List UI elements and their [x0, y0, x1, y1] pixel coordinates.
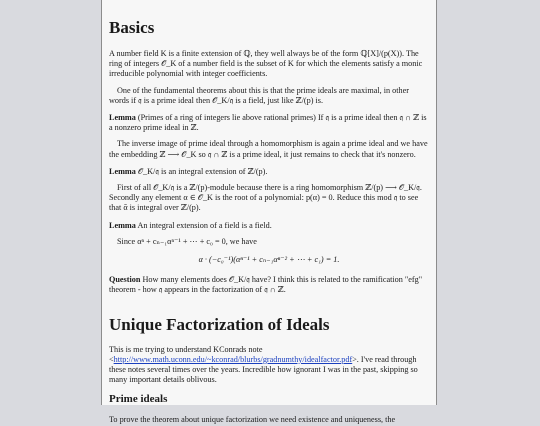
question-text: How many elements does 𝒪_K/𝔮 have? I think this is related to the ramification "efg" theorem - how 𝔮 appears in the factorization of 𝔮 ∩ ℤ.: [109, 275, 423, 295]
lemma-proof: First of all 𝒪_K/𝔮 is a ℤ/(p)-module because there is a ring homomorphism ℤ/(p) ⟶ 𝒪_K/𝔮. Secondly any element α ∈ 𝒪_K is the root of a polynomial: p(α) = 0. Reduce this mod 𝔮 to see that ᾱ is integral over ℤ/(p).: [109, 183, 422, 213]
intro-text: This is me trying to understand KConrads note <: [109, 344, 263, 364]
section-title-basics: Basics: [109, 18, 155, 37]
question-label: Question: [109, 275, 141, 285]
lemma-label: Lemma: [109, 166, 136, 176]
conrad-note-paragraph: [109, 345, 429, 386]
lemma-label: Lemma: [109, 220, 136, 230]
lemma-proof: Since αⁿ + cₙ₋₁αⁿ⁻¹ + ⋯ + c₀ = 0, we have: [117, 236, 257, 246]
document-page: [101, 0, 437, 425]
lemma-statement: 𝒪_K/𝔮 is an integral extension of ℤ/(p).: [135, 166, 268, 176]
lemma-label: Lemma: [109, 113, 136, 123]
lemma-proof: The inverse image of prime ideal through a homomorphism is again a prime ideal and we have the embedding ℤ ⟶ 𝒪_K so 𝔮 ∩ ℤ is a prime ideal, it just remains to check that it's nonzero.: [109, 139, 428, 159]
intro-paragraph: A number field K is a finite extension of ℚ, they well always be of the form ℚ[X]/(p(X)). The ring of integers 𝒪_K of a number field is the subset of K for which the elements satisfy a monic irreducible polynomial with integer coefficients.: [109, 49, 423, 79]
maximal-ideals-paragraph: One of the fundamental theorems about this is that the prime ideals are maximal, in other words if 𝔮 is a prime ideal then 𝒪_K/𝔮 is a field, just like ℤ/(p) is.: [109, 85, 409, 105]
lemma-statement: (Primes of a ring of integers lie above rational primes) If 𝔮 is a prime ideal then 𝔮 ∩ ℤ is a nonzero prime ideal in ℤ.: [109, 113, 427, 133]
display-equation: α · (−c₀⁻¹)(αⁿ⁻¹ + cₙ₋₁αⁿ⁻² + ⋯ + c₁) = 1.: [198, 255, 340, 265]
prime-ideals-paragraph: To prove the theorem about unique factorization we need existence and uniqueness, the: [109, 415, 396, 425]
subsection-title-prime-ideals: Prime ideals: [109, 393, 168, 406]
lemma-integral-extension: [109, 167, 429, 177]
lemma-field: [109, 221, 429, 231]
intro-text-continued: >. I've read through these notes several times over the years. Incredible how ignorant I was in the past, skipping so many important details oblivous.: [109, 354, 418, 385]
lemma-statement: An integral extension of a field is a field.: [135, 220, 272, 230]
section-title-factorization: Unique Factorization of Ideals: [109, 314, 330, 334]
conrad-note-link[interactable]: http://www.math.uconn.edu/~kconrad/blurbs/gradnumthy/idealfactor.pdf: [113, 354, 353, 364]
question-paragraph: [109, 275, 429, 295]
lemma-primes: [109, 113, 429, 133]
